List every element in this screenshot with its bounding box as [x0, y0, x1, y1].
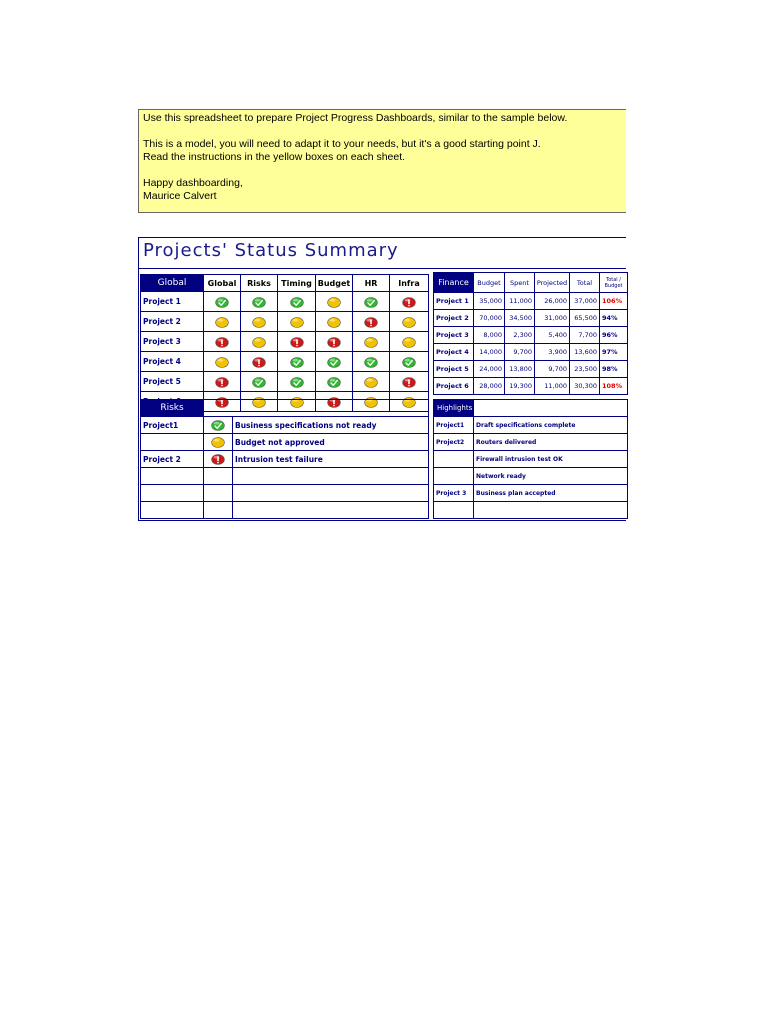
yellow-status-icon [252, 317, 266, 328]
red-status-icon [402, 297, 416, 308]
ratio-value: 94% [600, 310, 628, 327]
ratio-value: 96% [600, 327, 628, 344]
table-row [434, 434, 628, 451]
project-name: Project 2 [141, 312, 204, 332]
note-line-5: Maurice Calvert [143, 190, 217, 202]
total-value: 37,000 [570, 293, 600, 310]
red-status-icon [211, 454, 225, 465]
status-cell [353, 292, 390, 312]
risk-status-cell [204, 468, 233, 485]
status-col-header: Budget [316, 275, 353, 292]
red-status-icon [252, 357, 266, 368]
finance-col-header: Projected [535, 273, 570, 293]
projected-value: 3,900 [535, 344, 570, 361]
table-row [434, 310, 628, 327]
table-row [141, 312, 429, 332]
projected-value: 9,700 [535, 361, 570, 378]
status-cell [204, 372, 241, 392]
status-cell [316, 292, 353, 312]
table-row [141, 417, 429, 434]
table-row [434, 361, 628, 378]
risk-status-cell [204, 451, 233, 468]
red-status-icon [402, 377, 416, 388]
total-value: 23,500 [570, 361, 600, 378]
table-row [141, 372, 429, 392]
status-table [140, 274, 429, 412]
project-name: Project 5 [141, 372, 204, 392]
highlight-text: Draft specifications complete [474, 417, 628, 434]
yellow-status-icon [327, 317, 341, 328]
total-value: 65,500 [570, 310, 600, 327]
budget-value: 8,000 [474, 327, 505, 344]
status-cell [353, 352, 390, 372]
projected-value: 11,000 [535, 378, 570, 395]
table-row [434, 327, 628, 344]
status-col-header: Risks [241, 275, 278, 292]
status-col-header: Timing [278, 275, 316, 292]
total-value: 13,600 [570, 344, 600, 361]
status-cell [353, 372, 390, 392]
green-status-icon [252, 297, 266, 308]
status-cell [278, 312, 316, 332]
status-cell [278, 332, 316, 352]
ratio-value: 98% [600, 361, 628, 378]
risk-status-cell [204, 417, 233, 434]
project-name: Project 2 [434, 310, 474, 327]
table-row [141, 451, 429, 468]
status-cell [390, 352, 429, 372]
finance-band: Finance [434, 273, 474, 293]
risk-status-cell [204, 485, 233, 502]
yellow-status-icon [252, 337, 266, 348]
table-row [141, 332, 429, 352]
status-cell [390, 292, 429, 312]
status-cell [204, 332, 241, 352]
status-cell [316, 352, 353, 372]
highlight-text: Business plan accepted [474, 485, 628, 502]
status-cell [316, 332, 353, 352]
risk-text [233, 502, 429, 519]
project-name [434, 468, 474, 485]
green-status-icon [290, 377, 304, 388]
finance-col-header: Total [570, 273, 600, 293]
highlights-header-blank [474, 400, 628, 417]
risk-text: Business specifications not ready [233, 417, 429, 434]
table-row [141, 468, 429, 485]
total-value: 30,300 [570, 378, 600, 395]
ratio-value: 106% [600, 293, 628, 310]
risks-header-blank [204, 400, 429, 417]
green-status-icon [364, 297, 378, 308]
spent-value: 11,000 [505, 293, 535, 310]
yellow-status-icon [211, 437, 225, 448]
highlight-text: Network ready [474, 468, 628, 485]
project-name: Project2 [434, 434, 474, 451]
project-name: Project 3 [141, 332, 204, 352]
project-name: Project1 [434, 417, 474, 434]
budget-value: 14,000 [474, 344, 505, 361]
status-cell [316, 372, 353, 392]
green-status-icon [402, 357, 416, 368]
status-header-row [141, 275, 429, 292]
yellow-status-icon [215, 317, 229, 328]
spent-value: 2,300 [505, 327, 535, 344]
risk-text: Intrusion test failure [233, 451, 429, 468]
risks-table [140, 399, 429, 519]
table-row [434, 293, 628, 310]
ratio-value: 97% [600, 344, 628, 361]
red-status-icon [327, 337, 341, 348]
status-cell [390, 312, 429, 332]
project-name: Project 3 [434, 485, 474, 502]
yellow-status-icon [215, 357, 229, 368]
red-status-icon [215, 337, 229, 348]
spent-value: 19,300 [505, 378, 535, 395]
highlight-text: Firewall intrusion test OK [474, 451, 628, 468]
risk-status-cell [204, 502, 233, 519]
risk-text: Budget not approved [233, 434, 429, 451]
project-name [434, 502, 474, 519]
budget-value: 35,000 [474, 293, 505, 310]
risk-text [233, 468, 429, 485]
note-line-1: Use this spreadsheet to prepare Project Progress Dashboards, similar to the sample below. [143, 112, 568, 124]
status-cell [278, 292, 316, 312]
status-cell [278, 352, 316, 372]
table-row [141, 352, 429, 372]
highlights-table [433, 399, 628, 519]
status-dashboard [138, 237, 626, 521]
status-col-header: Global [204, 275, 241, 292]
project-name: Project 5 [434, 361, 474, 378]
global-band: Global [141, 275, 204, 292]
table-row [434, 485, 628, 502]
finance-table [433, 272, 628, 395]
total-value: 7,700 [570, 327, 600, 344]
project-name: Project 1 [141, 292, 204, 312]
yellow-status-icon [402, 337, 416, 348]
status-cell [204, 292, 241, 312]
budget-value: 70,000 [474, 310, 505, 327]
table-row [141, 292, 429, 312]
status-col-header: HR [353, 275, 390, 292]
status-cell [390, 332, 429, 352]
risks-band: Risks [141, 400, 204, 417]
highlights-band: Highlights [434, 400, 474, 417]
table-row [434, 502, 628, 519]
status-cell [241, 372, 278, 392]
dashboard-title: Projects' Status Summary [143, 240, 399, 261]
note-line-2: This is a model, you will need to adapt it to your needs, but it's a good starting point J. [143, 138, 541, 150]
highlight-text [474, 502, 628, 519]
status-cell [353, 312, 390, 332]
status-cell [204, 312, 241, 332]
yellow-status-icon [290, 317, 304, 328]
project-name [141, 434, 204, 451]
title-divider [139, 268, 626, 269]
project-name: Project 6 [434, 378, 474, 395]
finance-col-header: Budget [474, 273, 505, 293]
risk-text [233, 485, 429, 502]
ratio-value: 108% [600, 378, 628, 395]
status-cell [241, 352, 278, 372]
green-status-icon [211, 420, 225, 431]
yellow-status-icon [402, 317, 416, 328]
status-cell [204, 352, 241, 372]
table-row [141, 434, 429, 451]
green-status-icon [327, 357, 341, 368]
table-row [141, 485, 429, 502]
table-row [434, 344, 628, 361]
table-row [434, 468, 628, 485]
status-cell [241, 292, 278, 312]
project-name [434, 451, 474, 468]
table-row [434, 378, 628, 395]
highlights-header-row [434, 400, 628, 417]
status-col-header: Infra [390, 275, 429, 292]
green-status-icon [215, 297, 229, 308]
spent-value: 9,700 [505, 344, 535, 361]
note-line-3: Read the instructions in the yellow boxes on each sheet. [143, 151, 406, 163]
table-row [434, 451, 628, 468]
project-name: Project 4 [434, 344, 474, 361]
red-status-icon [364, 317, 378, 328]
projected-value: 5,400 [535, 327, 570, 344]
green-status-icon [364, 357, 378, 368]
green-status-icon [327, 377, 341, 388]
project-name [141, 502, 204, 519]
red-status-icon [290, 337, 304, 348]
projected-value: 26,000 [535, 293, 570, 310]
yellow-status-icon [327, 297, 341, 308]
status-cell [241, 312, 278, 332]
risk-status-cell [204, 434, 233, 451]
budget-value: 24,000 [474, 361, 505, 378]
spent-value: 34,500 [505, 310, 535, 327]
green-status-icon [290, 357, 304, 368]
spent-value: 13,800 [505, 361, 535, 378]
status-cell [353, 332, 390, 352]
table-row [141, 502, 429, 519]
project-name: Project 2 [141, 451, 204, 468]
budget-value: 28,000 [474, 378, 505, 395]
project-name [141, 485, 204, 502]
status-cell [278, 372, 316, 392]
risks-header-row [141, 400, 429, 417]
yellow-status-icon [364, 337, 378, 348]
red-status-icon [215, 377, 229, 388]
table-row [434, 417, 628, 434]
project-name: Project1 [141, 417, 204, 434]
green-status-icon [290, 297, 304, 308]
status-cell [390, 372, 429, 392]
instructions-note [138, 109, 626, 213]
project-name [141, 468, 204, 485]
yellow-status-icon [364, 377, 378, 388]
green-status-icon [252, 377, 266, 388]
status-cell [241, 332, 278, 352]
status-cell [316, 312, 353, 332]
projected-value: 31,000 [535, 310, 570, 327]
finance-col-header: Spent [505, 273, 535, 293]
finance-col-header: Total / Budget [600, 273, 628, 293]
finance-header-row [434, 273, 628, 293]
project-name: Project 1 [434, 293, 474, 310]
highlight-text: Routers delivered [474, 434, 628, 451]
project-name: Project 4 [141, 352, 204, 372]
note-line-4: Happy dashboarding, [143, 177, 243, 189]
project-name: Project 3 [434, 327, 474, 344]
